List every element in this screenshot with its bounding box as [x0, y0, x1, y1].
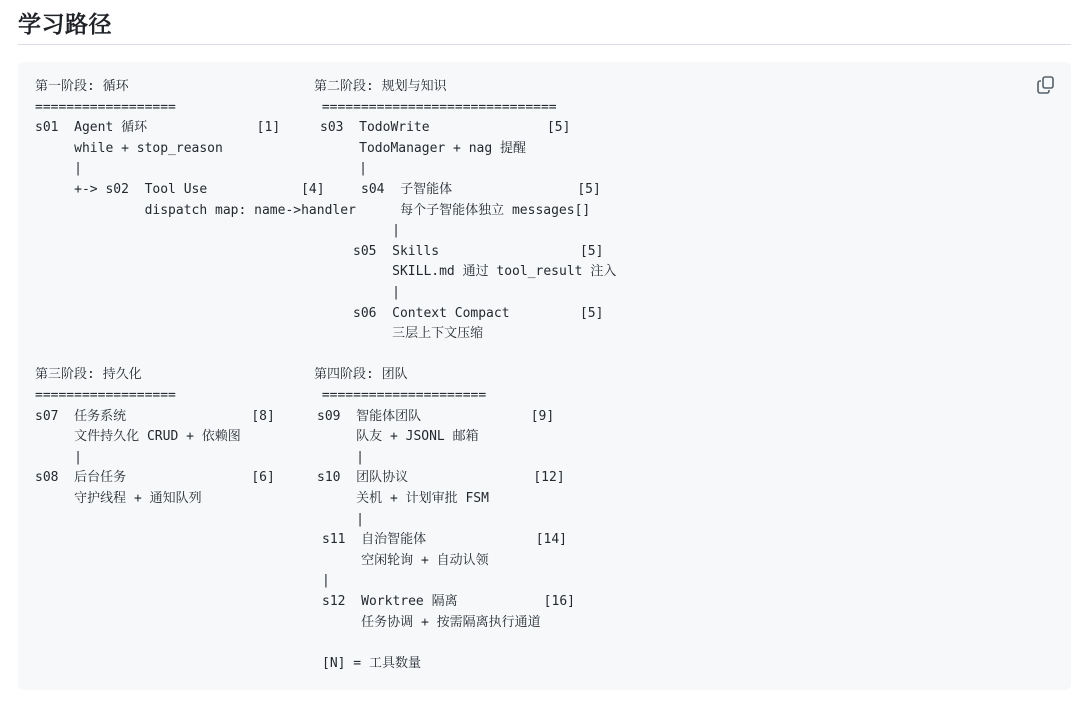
code-line: 第三阶段: 持久化	[35, 367, 142, 383]
code-line: 文件持久化 CRUD + 依赖图	[35, 429, 241, 445]
code-line: s04 子智能体 [5]	[361, 182, 601, 197]
code-line: 每个子智能体独立 messages[]	[361, 202, 591, 218]
code-line: dispatch map: name->handler	[35, 202, 356, 218]
code-line: 三层上下文压缩	[353, 326, 484, 342]
code-line: 第四阶段: 团队	[314, 367, 408, 383]
code-line: s03 TodoWrite [5]	[320, 120, 571, 136]
code-line: s07 任务系统 [8]	[35, 408, 275, 424]
code-line: 守护线程 + 通知队列	[35, 491, 202, 506]
code-line: |	[317, 449, 364, 465]
code-line: |	[353, 223, 400, 239]
code-line: 队友 + JSONL 邮箱	[317, 429, 479, 445]
code-line: |	[353, 285, 400, 300]
code-line: s09 智能体团队 [9]	[317, 408, 555, 424]
copy-button[interactable]	[1034, 73, 1058, 97]
code-line: SKILL.md 通过 tool_result 注入	[353, 264, 617, 280]
section-heading: 学习路径	[18, 12, 112, 38]
code-line: 第一阶段: 循环	[35, 79, 129, 94]
code-line: ==================	[35, 99, 176, 115]
code-line: 空闲轮询 + 自动认领	[322, 552, 489, 568]
code-line: |	[35, 161, 82, 177]
code-line: 关机 + 计划审批 FSM	[317, 491, 489, 506]
code-line: s06 Context Compact [5]	[353, 305, 604, 321]
code-line: |	[317, 511, 364, 527]
code-line: s08 后台任务 [6]	[35, 470, 275, 486]
code-line: 任务协调 + 按需隔离执行通道	[322, 614, 541, 630]
code-line: [N] = 工具数量	[322, 655, 421, 671]
code-line: |	[35, 449, 82, 465]
code-line: s12 Worktree 隔离 [16]	[322, 594, 575, 609]
code-line: |	[320, 161, 367, 177]
code-line: ==============================	[314, 99, 557, 115]
heading-divider	[18, 44, 1071, 45]
code-line: ==================	[35, 388, 176, 403]
code-line: +-> s02 Tool Use [4]	[35, 182, 325, 197]
code-line: s05 Skills [5]	[353, 243, 604, 259]
code-line: s01 Agent 循环 [1]	[35, 120, 281, 136]
code-line: s10 团队协议 [12]	[317, 470, 565, 486]
code-line: |	[322, 573, 330, 589]
copy-icon	[1034, 73, 1058, 97]
code-line: =====================	[314, 388, 487, 403]
code-line: 第二阶段: 规划与知识	[314, 79, 447, 94]
code-line: s11 自治智能体 [14]	[322, 532, 568, 548]
code-line: while + stop_reason	[35, 140, 223, 156]
code-line: TodoManager + nag 提醒	[320, 140, 527, 156]
